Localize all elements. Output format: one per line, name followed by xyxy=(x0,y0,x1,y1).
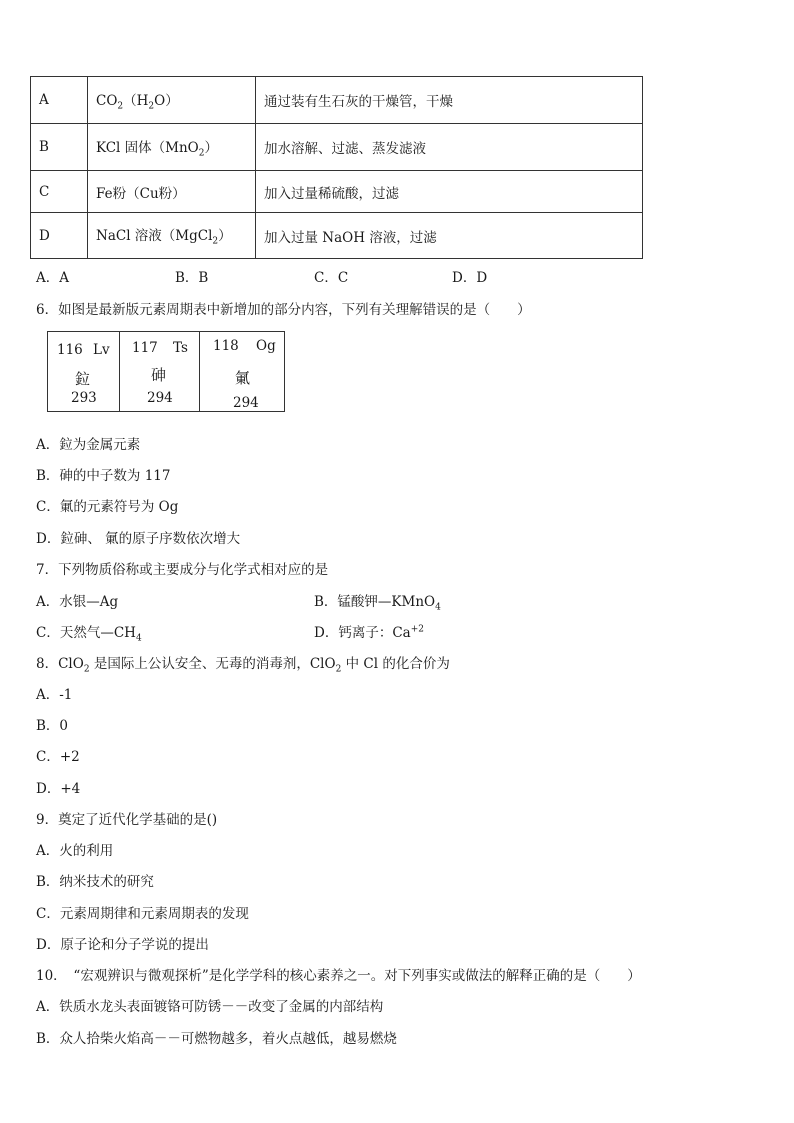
q7-stem: 7．下列物质俗称或主要成分与化学式相对应的是 xyxy=(36,562,329,578)
row-letter: C xyxy=(31,171,88,213)
q10-option-a: A．铁质水龙头表面镀铬可防锈－－改变了金属的内部结构 xyxy=(36,999,384,1015)
table-row xyxy=(31,124,643,171)
atomic-number: 118 xyxy=(213,338,239,354)
element-symbol: Og xyxy=(256,338,276,354)
q6-option-b: B．砷的中子数为 117 xyxy=(36,468,171,484)
element-cell-118 xyxy=(199,332,284,411)
options-table xyxy=(30,76,643,259)
q8-option-d: D．+4 xyxy=(36,781,81,797)
substance-cell: Fe粉（Cu粉） xyxy=(88,171,256,213)
q6-option-a: A．鉝为金属元素 xyxy=(36,437,141,453)
q5-option-b: B．B xyxy=(175,270,209,286)
element-name: 氭 xyxy=(235,369,251,387)
q9-option-d: D．原子论和分子学说的提出 xyxy=(36,937,209,953)
method-cell: 通过装有生石灰的干燥管，干燥 xyxy=(256,77,643,124)
row-letter: D xyxy=(31,213,88,259)
element-symbol: Ts xyxy=(173,340,188,356)
q7-option-c: C．天然气$—CH_4$ xyxy=(36,625,142,644)
element-name: 砷 xyxy=(151,366,167,384)
q8-option-a: A．-1 xyxy=(36,687,73,703)
q5-option-a: A．A xyxy=(36,270,69,286)
substance-cell: KCl 固体（MnO$_2$） xyxy=(88,124,256,171)
element-name: 鉝 xyxy=(75,370,91,388)
row-letter: B xyxy=(31,124,88,171)
element-cell-117 xyxy=(119,332,199,411)
periodic-elements-box xyxy=(47,331,285,412)
row-letter: A xyxy=(31,77,88,124)
q8-option-c: C．+2 xyxy=(36,749,80,765)
atomic-mass: 294 xyxy=(233,395,259,411)
atomic-number: 116 xyxy=(57,342,83,358)
q6-option-d: D．鉝砷、 氭的原子序数依次增大 xyxy=(36,531,241,547)
table-row xyxy=(31,77,643,124)
q9-option-a: A．火的利用 xyxy=(36,843,114,859)
substance-cell: $CO_2(H_2O)$ xyxy=(88,77,256,124)
q7-option-d: D．钙离子：$Ca^{+2}$ xyxy=(314,624,424,641)
q6-option-c: C．氭的元素符号为 Og xyxy=(36,499,179,515)
element-symbol: Lv xyxy=(93,342,110,358)
table-row xyxy=(31,213,643,259)
q8-option-b: B．0 xyxy=(36,718,69,734)
q9-stem: 9．奠定了近代化学基础的是() xyxy=(36,812,218,828)
q10-option-b: B．众人拾柴火焰高－－可燃物越多，着火点越低，越易燃烧 xyxy=(36,1031,397,1047)
method-cell: 加水溶解、过滤、蒸发滤液 xyxy=(256,124,643,171)
table-row xyxy=(31,171,643,213)
method-cell: 加入过量稀硫酸，过滤 xyxy=(256,171,643,213)
q5-option-d: D．D xyxy=(452,270,488,286)
q9-option-b: B．纳米技术的研究 xyxy=(36,874,154,890)
substance-cell: NaCl 溶液（MgCl$_2$） xyxy=(88,213,256,259)
atomic-mass: 293 xyxy=(71,390,97,406)
q5-option-c: C．C xyxy=(314,270,349,286)
atomic-number: 117 xyxy=(132,340,158,356)
q7-option-a: A．水银—Ag xyxy=(36,594,119,610)
atomic-mass: 294 xyxy=(147,390,173,406)
element-cell-116 xyxy=(48,332,119,411)
q7-option-b: B．锰酸钾—KMnO$_4$ xyxy=(314,594,441,613)
method-cell: 加入过量 NaOH 溶液，过滤 xyxy=(256,213,643,259)
q8-stem: 8．ClO$_2$ 是国际上公认安全、无毒的消毒剂，ClO$_2$ 中 Cl 的化合价为 xyxy=(36,656,450,675)
q6-stem: 6．如图是最新版元素周期表中新增加的部分内容，下列有关理解错误的是（ ） xyxy=(36,302,531,318)
q9-option-c: C．元素周期律和元素周期表的发现 xyxy=(36,906,249,922)
q10-stem: 10． “宏观辨识与微观探析”是化学学科的核心素养之一。对下列事实或做法的解释正确的是（ ） xyxy=(36,968,641,984)
